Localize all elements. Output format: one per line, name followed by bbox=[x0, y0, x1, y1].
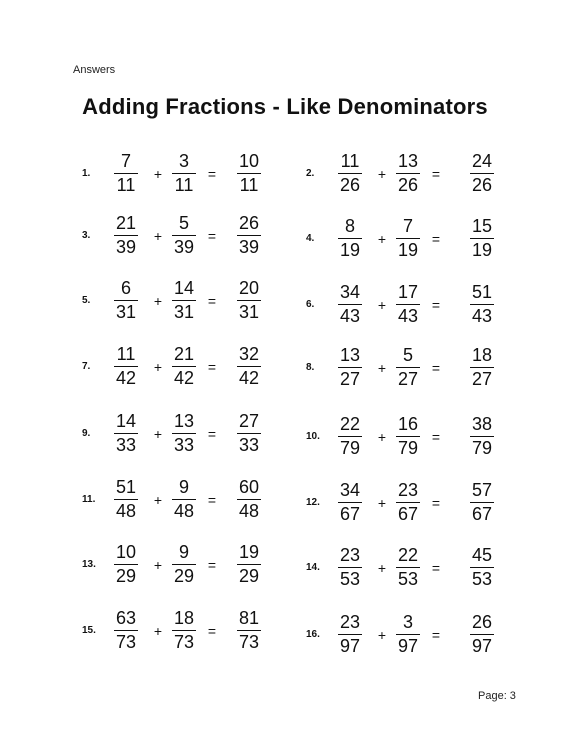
denominator: 79 bbox=[471, 438, 493, 458]
fraction-bar bbox=[470, 436, 494, 437]
fraction-bar bbox=[237, 235, 261, 236]
fraction-bar bbox=[338, 367, 362, 368]
equals-sign: = bbox=[207, 623, 217, 639]
equals-sign: = bbox=[431, 627, 441, 643]
problem-item bbox=[82, 474, 332, 526]
problem-item bbox=[306, 609, 556, 661]
problem-number: 7. bbox=[82, 361, 91, 372]
fraction-bar bbox=[237, 630, 261, 631]
numerator: 3 bbox=[402, 612, 413, 632]
denominator: 53 bbox=[471, 569, 493, 589]
fraction-bar bbox=[338, 304, 362, 305]
fraction-addend-2 bbox=[393, 279, 423, 331]
problem-item bbox=[306, 342, 556, 394]
fraction-bar bbox=[114, 499, 138, 500]
denominator: 19 bbox=[339, 240, 361, 260]
plus-sign: + bbox=[153, 293, 163, 309]
plus-sign: + bbox=[153, 228, 163, 244]
denominator: 53 bbox=[339, 569, 361, 589]
fraction-addend-1 bbox=[335, 213, 365, 265]
fraction-addend-1 bbox=[335, 477, 365, 529]
fraction-addend-1 bbox=[335, 609, 365, 661]
fraction-answer bbox=[234, 210, 264, 262]
equals-sign: = bbox=[431, 495, 441, 511]
problem-number: 14. bbox=[306, 562, 320, 573]
denominator: 29 bbox=[173, 566, 195, 586]
fraction-answer bbox=[234, 148, 264, 200]
equals-sign: = bbox=[207, 228, 217, 244]
denominator: 27 bbox=[397, 369, 419, 389]
fraction-bar bbox=[172, 630, 196, 631]
problem-item bbox=[306, 542, 556, 594]
numerator: 34 bbox=[339, 282, 361, 302]
denominator: 39 bbox=[173, 237, 195, 257]
numerator: 3 bbox=[178, 151, 189, 171]
problem-item bbox=[82, 408, 332, 460]
fraction-answer bbox=[234, 408, 264, 460]
numerator: 18 bbox=[173, 608, 195, 628]
problem-number: 4. bbox=[306, 233, 315, 244]
fraction-addend-1 bbox=[111, 210, 141, 262]
problem-number: 10. bbox=[306, 431, 320, 442]
plus-sign: + bbox=[153, 557, 163, 573]
denominator: 67 bbox=[397, 504, 419, 524]
answers-label: Answers bbox=[73, 64, 116, 76]
fraction-addend-2 bbox=[393, 542, 423, 594]
equals-sign: = bbox=[431, 166, 441, 182]
fraction-bar bbox=[237, 366, 261, 367]
fraction-answer bbox=[467, 213, 497, 265]
fraction-answer bbox=[467, 148, 497, 200]
denominator: 33 bbox=[173, 435, 195, 455]
fraction-answer bbox=[234, 605, 264, 657]
denominator: 26 bbox=[397, 175, 419, 195]
numerator: 7 bbox=[120, 151, 131, 171]
fraction-addend-2 bbox=[393, 342, 423, 394]
fraction-addend-1 bbox=[335, 542, 365, 594]
numerator: 22 bbox=[397, 545, 419, 565]
denominator: 48 bbox=[238, 501, 260, 521]
problem-number: 9. bbox=[82, 428, 91, 439]
denominator: 29 bbox=[238, 566, 260, 586]
numerator: 16 bbox=[397, 414, 419, 434]
fraction-answer bbox=[467, 542, 497, 594]
fraction-answer bbox=[467, 279, 497, 331]
fraction-addend-2 bbox=[393, 411, 423, 463]
denominator: 42 bbox=[238, 368, 260, 388]
numerator: 5 bbox=[402, 345, 413, 365]
denominator: 53 bbox=[397, 569, 419, 589]
equals-sign: = bbox=[431, 231, 441, 247]
fraction-bar bbox=[470, 567, 494, 568]
fraction-bar bbox=[470, 304, 494, 305]
problem-number: 1. bbox=[82, 168, 91, 179]
numerator: 23 bbox=[339, 545, 361, 565]
problem-item bbox=[82, 539, 332, 591]
plus-sign: + bbox=[153, 359, 163, 375]
problem-item bbox=[306, 213, 556, 265]
fraction-addend-2 bbox=[169, 474, 199, 526]
equals-sign: = bbox=[431, 297, 441, 313]
fraction-bar bbox=[338, 436, 362, 437]
denominator: 19 bbox=[397, 240, 419, 260]
equals-sign: = bbox=[207, 492, 217, 508]
fraction-bar bbox=[396, 502, 420, 503]
numerator: 24 bbox=[471, 151, 493, 171]
fraction-bar bbox=[172, 564, 196, 565]
denominator: 26 bbox=[339, 175, 361, 195]
problem-item bbox=[82, 148, 332, 200]
fraction-addend-1 bbox=[335, 279, 365, 331]
plus-sign: + bbox=[377, 627, 387, 643]
fraction-bar bbox=[396, 367, 420, 368]
problem-number: 16. bbox=[306, 629, 320, 640]
numerator: 26 bbox=[238, 213, 260, 233]
denominator: 42 bbox=[173, 368, 195, 388]
fraction-bar bbox=[470, 173, 494, 174]
numerator: 51 bbox=[115, 477, 137, 497]
fraction-bar bbox=[172, 499, 196, 500]
problem-item bbox=[82, 275, 332, 327]
denominator: 42 bbox=[115, 368, 137, 388]
numerator: 60 bbox=[238, 477, 260, 497]
fraction-answer bbox=[467, 411, 497, 463]
problem-item bbox=[306, 477, 556, 529]
plus-sign: + bbox=[377, 166, 387, 182]
numerator: 14 bbox=[115, 411, 137, 431]
fraction-bar bbox=[396, 173, 420, 174]
fraction-bar bbox=[396, 567, 420, 568]
problem-item bbox=[82, 210, 332, 262]
numerator: 11 bbox=[340, 151, 360, 171]
fraction-addend-2 bbox=[393, 609, 423, 661]
numerator: 15 bbox=[471, 216, 493, 236]
fraction-bar bbox=[114, 366, 138, 367]
fraction-bar bbox=[172, 173, 196, 174]
denominator: 27 bbox=[339, 369, 361, 389]
problem-number: 15. bbox=[82, 625, 96, 636]
plus-sign: + bbox=[377, 429, 387, 445]
fraction-answer bbox=[234, 474, 264, 526]
fraction-addend-2 bbox=[169, 341, 199, 393]
numerator: 22 bbox=[339, 414, 361, 434]
numerator: 7 bbox=[402, 216, 413, 236]
plus-sign: + bbox=[377, 360, 387, 376]
fraction-addend-2 bbox=[169, 408, 199, 460]
numerator: 13 bbox=[339, 345, 361, 365]
fraction-bar bbox=[338, 567, 362, 568]
denominator: 73 bbox=[238, 632, 260, 652]
fraction-addend-2 bbox=[169, 539, 199, 591]
fraction-addend-1 bbox=[111, 275, 141, 327]
denominator: 67 bbox=[471, 504, 493, 524]
equals-sign: = bbox=[431, 360, 441, 376]
numerator: 34 bbox=[339, 480, 361, 500]
fraction-addend-1 bbox=[335, 342, 365, 394]
numerator: 27 bbox=[238, 411, 260, 431]
equals-sign: = bbox=[207, 359, 217, 375]
plus-sign: + bbox=[377, 297, 387, 313]
equals-sign: = bbox=[207, 426, 217, 442]
problem-item bbox=[306, 279, 556, 331]
denominator: 67 bbox=[339, 504, 361, 524]
equals-sign: = bbox=[207, 293, 217, 309]
numerator: 13 bbox=[173, 411, 195, 431]
fraction-addend-1 bbox=[335, 411, 365, 463]
denominator: 26 bbox=[471, 175, 493, 195]
numerator: 21 bbox=[173, 344, 195, 364]
fraction-addend-2 bbox=[393, 213, 423, 265]
fraction-addend-1 bbox=[111, 605, 141, 657]
fraction-addend-1 bbox=[111, 408, 141, 460]
equals-sign: = bbox=[207, 166, 217, 182]
fraction-bar bbox=[114, 564, 138, 565]
numerator: 13 bbox=[397, 151, 419, 171]
fraction-addend-2 bbox=[393, 148, 423, 200]
denominator: 29 bbox=[115, 566, 137, 586]
numerator: 10 bbox=[115, 542, 137, 562]
fraction-answer bbox=[467, 609, 497, 661]
fraction-bar bbox=[396, 238, 420, 239]
fraction-bar bbox=[470, 238, 494, 239]
fraction-bar bbox=[172, 235, 196, 236]
fraction-bar bbox=[396, 436, 420, 437]
fraction-bar bbox=[114, 173, 138, 174]
denominator: 48 bbox=[115, 501, 137, 521]
page-number: Page: 3 bbox=[478, 690, 516, 702]
problem-item bbox=[306, 148, 556, 200]
denominator: 43 bbox=[471, 306, 493, 326]
numerator: 51 bbox=[471, 282, 493, 302]
numerator: 57 bbox=[471, 480, 493, 500]
plus-sign: + bbox=[377, 560, 387, 576]
fraction-bar bbox=[237, 564, 261, 565]
numerator: 10 bbox=[238, 151, 260, 171]
numerator: 19 bbox=[238, 542, 260, 562]
denominator: 97 bbox=[397, 636, 419, 656]
numerator: 6 bbox=[120, 278, 131, 298]
numerator: 5 bbox=[178, 213, 189, 233]
fraction-bar bbox=[338, 173, 362, 174]
fraction-bar bbox=[237, 433, 261, 434]
plus-sign: + bbox=[153, 623, 163, 639]
numerator: 81 bbox=[238, 608, 260, 628]
fraction-addend-1 bbox=[111, 341, 141, 393]
numerator: 23 bbox=[397, 480, 419, 500]
denominator: 79 bbox=[339, 438, 361, 458]
fraction-bar bbox=[470, 502, 494, 503]
problem-number: 13. bbox=[82, 559, 96, 570]
numerator: 38 bbox=[471, 414, 493, 434]
denominator: 73 bbox=[115, 632, 137, 652]
numerator: 9 bbox=[178, 542, 189, 562]
fraction-bar bbox=[172, 300, 196, 301]
fraction-bar bbox=[114, 433, 138, 434]
problem-item bbox=[82, 341, 332, 393]
fraction-bar bbox=[172, 433, 196, 434]
problem-number: 2. bbox=[306, 168, 315, 179]
fraction-addend-2 bbox=[169, 210, 199, 262]
fraction-addend-1 bbox=[111, 148, 141, 200]
fraction-bar bbox=[338, 634, 362, 635]
denominator: 97 bbox=[339, 636, 361, 656]
numerator: 63 bbox=[115, 608, 137, 628]
fraction-bar bbox=[172, 366, 196, 367]
fraction-addend-1 bbox=[111, 539, 141, 591]
problem-number: 8. bbox=[306, 362, 315, 373]
fraction-bar bbox=[396, 634, 420, 635]
problem-item bbox=[82, 605, 332, 657]
fraction-bar bbox=[470, 634, 494, 635]
denominator: 73 bbox=[173, 632, 195, 652]
plus-sign: + bbox=[377, 231, 387, 247]
problem-number: 11. bbox=[82, 494, 96, 505]
denominator: 33 bbox=[115, 435, 137, 455]
fraction-bar bbox=[396, 304, 420, 305]
fraction-bar bbox=[237, 499, 261, 500]
numerator: 21 bbox=[115, 213, 137, 233]
denominator: 97 bbox=[471, 636, 493, 656]
equals-sign: = bbox=[431, 560, 441, 576]
denominator: 11 bbox=[239, 175, 259, 195]
fraction-addend-1 bbox=[111, 474, 141, 526]
denominator: 43 bbox=[339, 306, 361, 326]
numerator: 20 bbox=[238, 278, 260, 298]
problem-number: 6. bbox=[306, 299, 315, 310]
fraction-bar bbox=[237, 173, 261, 174]
fraction-addend-2 bbox=[169, 148, 199, 200]
denominator: 11 bbox=[116, 175, 136, 195]
fraction-answer bbox=[234, 341, 264, 393]
fraction-bar bbox=[114, 630, 138, 631]
numerator: 23 bbox=[339, 612, 361, 632]
numerator: 8 bbox=[344, 216, 355, 236]
fraction-addend-2 bbox=[169, 605, 199, 657]
numerator: 18 bbox=[471, 345, 493, 365]
fraction-bar bbox=[338, 502, 362, 503]
problem-number: 3. bbox=[82, 230, 91, 241]
denominator: 48 bbox=[173, 501, 195, 521]
problem-number: 12. bbox=[306, 497, 320, 508]
fraction-bar bbox=[470, 367, 494, 368]
denominator: 39 bbox=[115, 237, 137, 257]
numerator: 45 bbox=[471, 545, 493, 565]
denominator: 39 bbox=[238, 237, 260, 257]
denominator: 31 bbox=[115, 302, 137, 322]
numerator: 26 bbox=[471, 612, 493, 632]
numerator: 14 bbox=[173, 278, 195, 298]
denominator: 19 bbox=[471, 240, 493, 260]
page-title: Adding Fractions - Like Denominators bbox=[82, 94, 488, 119]
fraction-answer bbox=[467, 477, 497, 529]
numerator: 11 bbox=[116, 344, 136, 364]
numerator: 17 bbox=[397, 282, 419, 302]
plus-sign: + bbox=[153, 426, 163, 442]
plus-sign: + bbox=[153, 492, 163, 508]
denominator: 79 bbox=[397, 438, 419, 458]
denominator: 31 bbox=[238, 302, 260, 322]
fraction-bar bbox=[114, 235, 138, 236]
denominator: 27 bbox=[471, 369, 493, 389]
fraction-bar bbox=[237, 300, 261, 301]
denominator: 11 bbox=[174, 175, 194, 195]
fraction-answer bbox=[234, 275, 264, 327]
fraction-answer bbox=[467, 342, 497, 394]
fraction-answer bbox=[234, 539, 264, 591]
denominator: 43 bbox=[397, 306, 419, 326]
numerator: 32 bbox=[238, 344, 260, 364]
equals-sign: = bbox=[207, 557, 217, 573]
problem-number: 5. bbox=[82, 295, 91, 306]
equals-sign: = bbox=[431, 429, 441, 445]
denominator: 33 bbox=[238, 435, 260, 455]
denominator: 31 bbox=[173, 302, 195, 322]
fraction-bar bbox=[338, 238, 362, 239]
problem-item bbox=[306, 411, 556, 463]
plus-sign: + bbox=[153, 166, 163, 182]
fraction-addend-2 bbox=[393, 477, 423, 529]
numerator: 9 bbox=[178, 477, 189, 497]
fraction-addend-1 bbox=[335, 148, 365, 200]
fraction-bar bbox=[114, 300, 138, 301]
plus-sign: + bbox=[377, 495, 387, 511]
fraction-addend-2 bbox=[169, 275, 199, 327]
